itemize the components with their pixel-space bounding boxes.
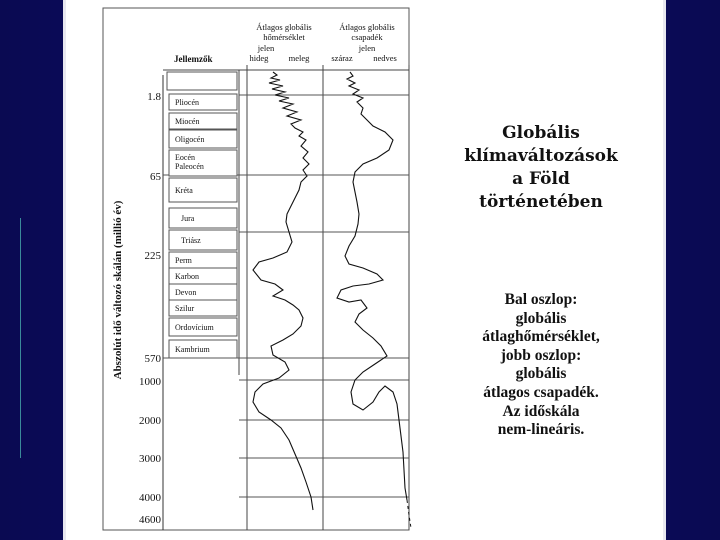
age-tick-label: 225 <box>144 250 161 262</box>
slide-description <box>446 291 636 440</box>
description-line-7: Az időskála <box>502 402 580 420</box>
age-tick-label: 65 <box>150 171 161 183</box>
precipitation-header-line-3: jelen <box>358 43 376 53</box>
precipitation-header <box>331 22 396 63</box>
temperature-scale-warm: meleg <box>288 53 310 63</box>
precipitation-curve <box>337 72 407 500</box>
column-header-features: Jellemzők <box>174 54 213 64</box>
temperature-header-line-2: hőmérséklet <box>263 32 305 42</box>
y-axis-title: Abszolút idő változó skálán (millió év) <box>112 200 124 380</box>
description-line-2: globális <box>515 309 567 327</box>
period-label: Perm <box>175 256 192 265</box>
age-tick-label: 4600 <box>139 514 161 526</box>
period-label: Ordovícium <box>175 323 214 332</box>
age-tick-label: 1.8 <box>147 91 161 103</box>
period-box <box>169 208 237 228</box>
description-line-5: globális <box>515 365 567 383</box>
period-label: Devon <box>175 288 197 297</box>
description-line-1: Bal oszlop: <box>504 291 578 308</box>
description-line-8: nem-lineáris. <box>497 421 585 439</box>
slide-title-line-1: Globális <box>502 123 580 143</box>
figure-border <box>103 8 409 530</box>
period-label: Szilur <box>175 304 195 313</box>
period-header-box <box>167 72 237 90</box>
period-label: Kréta <box>175 186 193 195</box>
age-tick-label: 1000 <box>139 376 161 388</box>
age-tick-label: 3000 <box>139 453 161 465</box>
period-label: Paleocén <box>175 162 204 171</box>
precipitation-header-line-1: Átlagos globális <box>339 22 395 32</box>
temperature-scale-cold: hideg <box>249 53 269 63</box>
period-label: Kambrium <box>175 345 210 354</box>
temperature-header-line-3: jelen <box>257 43 275 53</box>
temperature-header <box>250 22 312 63</box>
period-list <box>167 72 237 358</box>
precipitation-scale-dry: száraz <box>331 53 353 63</box>
slide <box>63 0 666 540</box>
age-tick-labels <box>139 91 162 526</box>
age-tick-label: 570 <box>144 353 161 365</box>
slide-title-line-3: a Föld <box>512 169 570 189</box>
description-line-6: átlagos csapadék. <box>483 383 599 401</box>
period-label: Pliocén <box>175 98 199 107</box>
precipitation-scale-wet: nedves <box>373 53 397 63</box>
temperature-header-line-1: Átlagos globális <box>256 22 312 32</box>
period-label: Miocén <box>175 117 200 126</box>
slide-title <box>431 122 651 214</box>
period-label: Jura <box>181 214 195 223</box>
period-label: Triász <box>181 236 201 245</box>
climate-history-figure <box>63 0 433 540</box>
period-label: Eocén <box>175 153 195 162</box>
background-accent-line <box>20 218 21 458</box>
precipitation-header-line-2: csapadék <box>351 32 383 42</box>
age-tick-label: 2000 <box>139 415 161 427</box>
period-box <box>169 230 237 250</box>
temperature-curve <box>253 72 313 510</box>
slide-title-line-4: történetében <box>479 192 603 212</box>
period-label: Karbon <box>175 272 199 281</box>
slide-title-line-2: klímaváltozások <box>464 146 618 166</box>
description-line-4: jobb oszlop: <box>500 346 582 364</box>
description-line-3: átlaghőmérséklet, <box>482 328 600 346</box>
period-label: Oligocén <box>175 135 205 144</box>
age-tick-label: 4000 <box>139 492 161 504</box>
